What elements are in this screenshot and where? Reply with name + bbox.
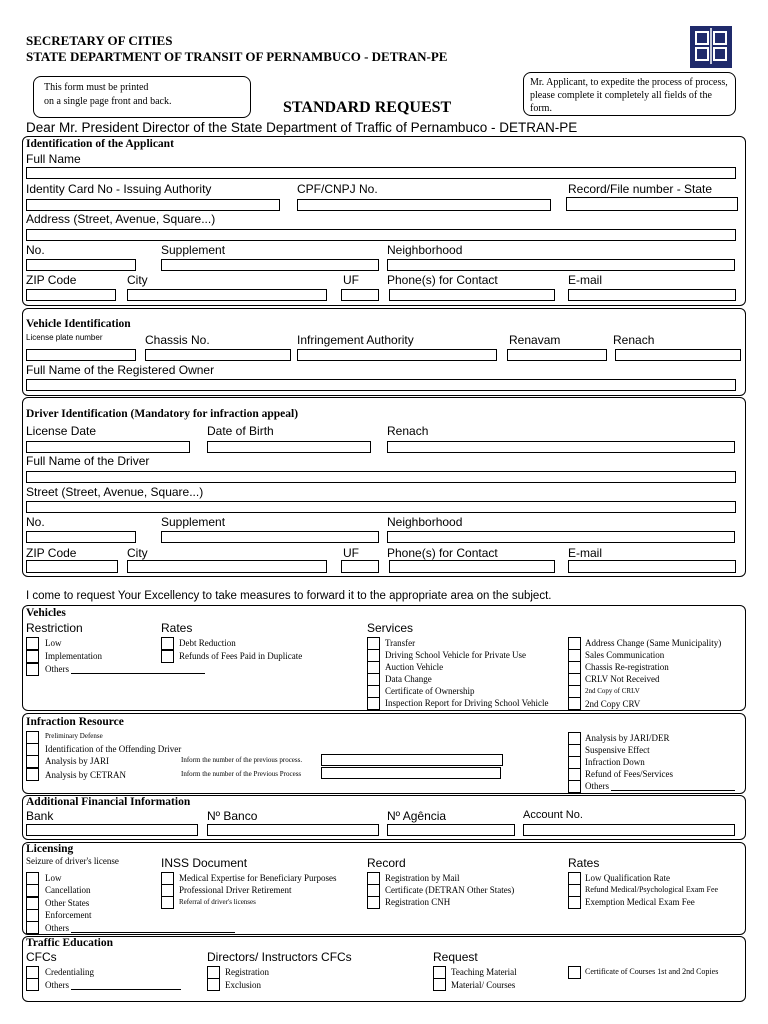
seizure-enforcement-label: Enforcement (45, 910, 92, 920)
number-label: No. (26, 243, 45, 257)
identification-offender-label: Identification of the Offending Driver (45, 744, 182, 754)
phone-label: Phone(s) for Contact (387, 273, 498, 287)
infraction-others (585, 781, 735, 791)
supplement-label: Supplement (161, 243, 226, 257)
directors-exclusion-label: Exclusion (225, 980, 261, 990)
section-title: Vehicles (26, 607, 66, 619)
record-section-label: Record (367, 856, 406, 870)
plate-field[interactable] (26, 349, 136, 361)
suspensive-effect-label: Suspensive Effect (585, 745, 650, 755)
section-title: Identification of the Applicant (26, 138, 174, 150)
service-data-change-label: Data Change (385, 674, 432, 684)
print-note-line-1: This form must be printed (44, 82, 149, 93)
material-courses-label: Material/ Courses (451, 980, 516, 990)
service-transfer-label: Transfer (385, 638, 416, 648)
licensing-rates-label: Rates (568, 856, 600, 870)
financial-section (22, 795, 746, 840)
second-copy-crv-checkbox[interactable] (568, 697, 581, 710)
medical-expertise-label: Medical Expertise for Beneficiary Purposes (179, 873, 337, 883)
driver-number-label: No. (26, 515, 45, 529)
registration-cnh-checkbox[interactable] (367, 896, 380, 909)
neighborhood-label: Neighborhood (387, 243, 463, 257)
license-date-label: License Date (26, 424, 97, 438)
detran-pe-logo (690, 26, 732, 68)
driver-email-label: E-mail (568, 546, 603, 560)
refund-duplicate-label: Refunds of Fees Paid in Duplicate (179, 651, 303, 661)
service-inspection-checkbox[interactable] (367, 697, 380, 710)
section-title: Driver Identification (Mandatory for infraction appeal) (26, 408, 299, 420)
restriction-low-checkbox[interactable] (26, 637, 39, 650)
restriction-others (45, 664, 205, 674)
renach-field[interactable] (615, 349, 741, 361)
cfcs-label: CFCs (26, 950, 57, 964)
exemption-medical-fee-label: Exemption Medical Exam Fee (585, 897, 695, 907)
chassis-label: Chassis No. (145, 333, 210, 347)
driver-renach-label: Renach (387, 424, 429, 438)
email-field[interactable] (568, 289, 736, 301)
infraction-down-label: Infraction Down (585, 757, 645, 767)
service-auction-label: Auction Vehicle (385, 662, 444, 672)
seizure-others (45, 923, 235, 933)
driver-uf-field[interactable] (341, 560, 379, 573)
seizure-cancellation-checkbox[interactable] (26, 884, 39, 897)
directors-exclusion-checkbox[interactable] (207, 978, 220, 991)
referral-licenses-checkbox[interactable] (161, 896, 174, 909)
refund-medical-fee-label: Refund Medical/Psychological Exam Fee (585, 885, 719, 894)
driver-city-field[interactable] (127, 560, 327, 573)
address-field[interactable] (26, 229, 736, 241)
uf-label: UF (343, 273, 359, 287)
service-inspection-label: Inspection Report for Driving School Vehicle (385, 698, 549, 708)
restriction-label: Restriction (26, 621, 83, 635)
seizure-cancellation-label: Cancellation (45, 885, 91, 895)
certificate-other-states-label: Certificate (DETRAN Other States) (385, 885, 515, 895)
restriction-others-label: Others (45, 664, 69, 674)
bank-label: Bank (26, 809, 54, 823)
certificate-courses-checkbox[interactable] (568, 966, 581, 979)
cpf-label: CPF/CNPJ No. (297, 182, 378, 196)
driver-city-label: City (127, 546, 148, 560)
authority-label: Infringement Authority (297, 333, 414, 347)
driver-email-field[interactable] (568, 560, 736, 573)
inss-label: INSS Document (161, 856, 248, 870)
seizure-label: Seizure of driver's license (26, 856, 119, 866)
driver-supplement-label: Supplement (161, 515, 226, 529)
neighborhood-field[interactable] (387, 259, 735, 271)
cpf-field[interactable] (297, 199, 551, 211)
city-label: City (127, 273, 148, 287)
dob-label: Date of Birth (207, 424, 274, 438)
supplement-field[interactable] (161, 259, 379, 271)
header-line-2: STATE DEPARTMENT OF TRANSIT OF PERNAMBUCO - DETRAN-PE (26, 49, 448, 64)
authority-field[interactable] (297, 349, 497, 361)
driver-phone-label: Phone(s) for Contact (387, 546, 498, 560)
agency-number-field[interactable] (387, 824, 515, 836)
driver-renach-field[interactable] (387, 441, 735, 453)
analysis-jari-checkbox[interactable] (26, 755, 39, 768)
salutation: Dear Mr. President Director of the State Department of Traffic of Pernambuco - DETRAN-PE (26, 120, 578, 135)
section-title: Infraction Resource (26, 716, 124, 728)
cfcs-others-line[interactable] (71, 980, 181, 990)
driver-street-field[interactable] (26, 501, 736, 513)
restriction-others-checkbox[interactable] (26, 663, 39, 676)
inform-process-label-1: Inform the number of the previous process. (181, 756, 303, 764)
full-name-label: Full Name (26, 152, 81, 166)
form-title: STANDARD REQUEST (283, 99, 452, 116)
driver-name-field[interactable] (26, 471, 736, 483)
restriction-implementation-label: Implementation (45, 651, 102, 661)
section-title: Vehicle Identification (26, 318, 131, 330)
analysis-jari-label: Analysis by JARI (45, 756, 110, 766)
chassis-field[interactable] (145, 349, 291, 361)
directors-registration-label: Registration (225, 967, 269, 977)
licensing-section (22, 842, 746, 935)
analysis-cetran-label: Analysis by CETRAN (45, 770, 126, 780)
seizure-others-checkbox[interactable] (26, 921, 39, 934)
exemption-medical-fee-checkbox[interactable] (568, 896, 581, 909)
driver-section (22, 397, 746, 577)
analysis-cetran-checkbox[interactable] (26, 768, 39, 781)
driver-neighborhood-field[interactable] (387, 531, 735, 543)
inform-process-label-2: Inform the number of the Previous Process (181, 770, 302, 778)
bank-number-field[interactable] (207, 824, 379, 836)
city-field[interactable] (127, 289, 327, 301)
material-courses-checkbox[interactable] (433, 978, 446, 991)
print-note-line-2: on a single page front and back. (44, 96, 172, 107)
debt-reduction-label: Debt Reduction (179, 638, 236, 648)
bank-field[interactable] (26, 824, 198, 836)
zip-field[interactable] (26, 289, 116, 301)
applicant-section (22, 136, 746, 306)
address-label: Address (Street, Avenue, Square...) (26, 212, 216, 226)
service-certificate-label: Certificate of Ownership (385, 686, 475, 696)
credentialing-label: Credentialing (45, 967, 94, 977)
seizure-others-line[interactable] (71, 923, 235, 933)
registration-cnh-label: Registration CNH (385, 897, 451, 907)
plate-label: License plate number (26, 333, 103, 342)
driver-uf-label: UF (343, 546, 359, 560)
directors-label: Directors/ Instructors CFCs (207, 950, 352, 964)
driver-zip-label: ZIP Code (26, 546, 77, 560)
account-label: Account No. (523, 809, 583, 821)
section-title: Traffic Education (26, 937, 113, 949)
seizure-others-label: Others (45, 923, 69, 933)
chassis-reregistration-label: Chassis Re-registration (585, 662, 669, 672)
renavam-label: Renavam (509, 333, 561, 347)
driver-neighborhood-label: Neighborhood (387, 515, 463, 529)
debt-reduction-checkbox[interactable] (161, 637, 174, 650)
driver-supplement-field[interactable] (161, 531, 379, 543)
full-name-field[interactable] (26, 167, 736, 179)
agency-number-label: Nº Agência (387, 809, 447, 823)
seizure-low-label: Low (45, 873, 62, 883)
previous-process-field-2[interactable] (321, 767, 501, 779)
registration-mail-label: Registration by Mail (385, 873, 460, 883)
driver-phone-field[interactable] (389, 560, 555, 573)
infraction-others-checkbox[interactable] (568, 780, 581, 793)
license-date-field[interactable] (26, 441, 190, 453)
referral-licenses-label: Referral of driver's licenses (179, 898, 256, 906)
address-change-label: Address Change (Same Municipality) (585, 638, 722, 648)
service-driving-school-label: Driving School Vehicle for Private Use (385, 650, 527, 660)
header-line-1: SECRETARY OF CITIES (26, 33, 173, 48)
low-qualification-rate-label: Low Qualification Rate (585, 873, 670, 883)
infraction-others-line[interactable] (611, 781, 735, 791)
account-field[interactable] (523, 824, 735, 836)
id-card-field[interactable] (26, 199, 280, 211)
restriction-implementation-checkbox[interactable] (26, 650, 39, 663)
dob-field[interactable] (207, 441, 371, 453)
print-note (33, 76, 251, 118)
traffic-education-section (22, 936, 746, 1002)
section-title: Licensing (26, 843, 74, 855)
request-statement: I come to request Your Excellency to take measures to forward it to the appropriate area on the subject. (26, 590, 552, 602)
infraction-section (22, 713, 746, 794)
bank-number-label: Nº Banco (207, 809, 258, 823)
refund-fees-label: Refund of Fees/Services (585, 769, 673, 779)
certificate-courses-label: Certificate of Courses 1st and 2nd Copies (585, 967, 719, 976)
cfcs-others (45, 980, 181, 990)
renach-label: Renach (613, 333, 655, 347)
refund-duplicate-checkbox[interactable] (161, 650, 174, 663)
record-label: Record/File number - State (568, 182, 713, 196)
vehicles-section (22, 605, 746, 711)
number-field[interactable] (26, 259, 136, 271)
uf-field[interactable] (341, 289, 379, 301)
zip-label: ZIP Code (26, 273, 77, 287)
record-field[interactable] (566, 197, 738, 211)
restriction-low-label: Low (45, 638, 62, 648)
second-copy-crv-label: 2nd Copy CRV (585, 699, 641, 709)
email-label: E-mail (568, 273, 603, 287)
driver-retirement-label: Professional Driver Retirement (179, 885, 292, 895)
infraction-others-label: Others (585, 781, 609, 791)
teaching-material-label: Teaching Material (451, 967, 517, 977)
driver-name-label: Full Name of the Driver (26, 454, 150, 468)
driver-number-field[interactable] (26, 531, 136, 543)
previous-process-field-1[interactable] (321, 754, 503, 766)
owner-label: Full Name of the Registered Owner (26, 363, 215, 377)
renavam-field[interactable] (507, 349, 607, 361)
preliminary-defense-label: Preliminary Defense (45, 732, 103, 740)
cfcs-others-label: Others (45, 980, 69, 990)
owner-field[interactable] (26, 379, 736, 391)
traffic-request-label: Request (433, 950, 478, 964)
restriction-others-line[interactable] (71, 664, 205, 674)
sales-communication-label: Sales Communication (585, 650, 665, 660)
id-card-label: Identity Card No - Issuing Authority (26, 182, 212, 196)
driver-zip-field[interactable] (26, 560, 118, 573)
applicant-note: Mr. Applicant, to expedite the process of process, please complete it completely all fields of the form. (523, 72, 736, 116)
vehicle-section (22, 308, 746, 396)
services-label: Services (367, 621, 414, 635)
analysis-jari-der-label: Analysis by JARI/DER (585, 733, 670, 743)
driver-street-label: Street (Street, Avenue, Square...) (26, 485, 204, 499)
vehicles-rates-label: Rates (161, 621, 193, 635)
section-title: Additional Financial Information (26, 796, 191, 808)
phone-field[interactable] (389, 289, 555, 301)
crlv-not-received-label: CRLV Not Received (585, 674, 660, 684)
cfcs-others-checkbox[interactable] (26, 978, 39, 991)
seizure-other-states-label: Other States (45, 898, 90, 908)
second-copy-crlv-label: 2nd Copy of CRLV (585, 687, 640, 695)
